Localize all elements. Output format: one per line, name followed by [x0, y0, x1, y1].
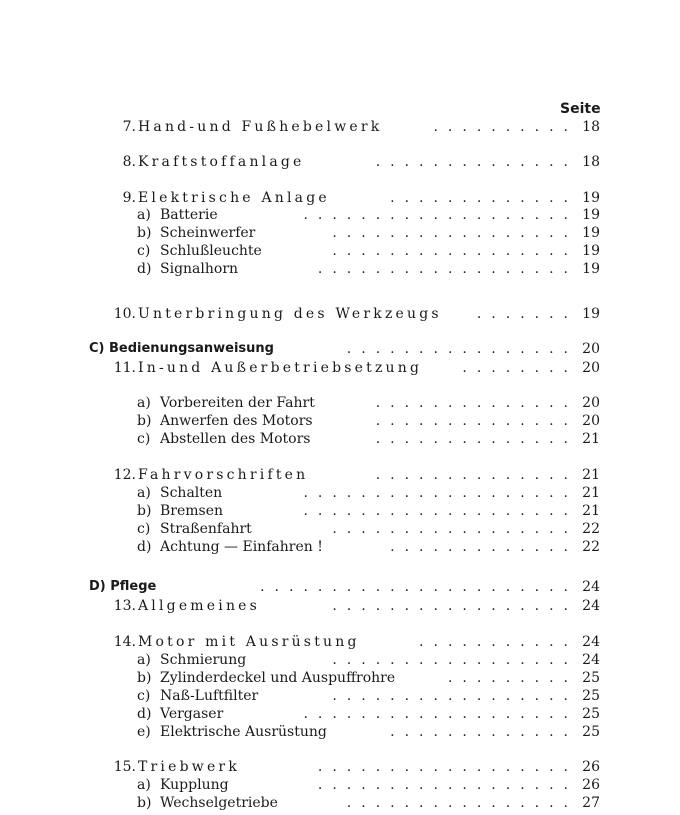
- page-number: 24: [582, 652, 600, 668]
- subsection-letter: d): [137, 261, 152, 277]
- subsection-title: Anwerfen des Motors: [160, 413, 313, 429]
- page-number: 22: [582, 539, 600, 555]
- dot-leader: ................: [346, 341, 578, 357]
- page-number: 20: [582, 360, 600, 376]
- chapter-heading: D) Pflege: [89, 579, 157, 594]
- section-title: Triebwerk: [138, 759, 240, 775]
- dot-leader: .............: [390, 539, 578, 555]
- page-number: 18: [582, 119, 600, 135]
- section-number: 10.: [113, 306, 136, 322]
- page-number: 24: [582, 598, 600, 614]
- section-number: 9.: [122, 190, 136, 206]
- dot-leader: ..............: [375, 154, 578, 170]
- subsection-title: Straßenfahrt: [160, 521, 252, 537]
- dot-leader: ...........: [419, 634, 578, 650]
- toc-entry: [0, 503, 680, 523]
- section-title: Unterbringung des Werkzeugs: [138, 306, 442, 322]
- subsection-title: Bremsen: [160, 503, 224, 519]
- page-number: 19: [582, 207, 600, 223]
- dot-leader: ......................: [260, 579, 578, 595]
- dot-leader: .................: [332, 243, 578, 259]
- page-number: 25: [582, 670, 600, 686]
- toc-entry: [0, 759, 680, 779]
- section-number: 14.: [113, 634, 136, 650]
- section-number: 15.: [113, 759, 136, 775]
- subsection-title: Schmierung: [160, 652, 247, 668]
- section-number: 12.: [113, 467, 136, 483]
- section-title: Motor mit Ausrüstung: [138, 634, 360, 650]
- subsection-title: Abstellen des Motors: [160, 431, 311, 447]
- toc-entry: [0, 243, 680, 263]
- dot-leader: ..............: [375, 395, 578, 411]
- page-number: 21: [582, 467, 600, 483]
- subsection-letter: b): [137, 795, 152, 811]
- dot-leader: ..............: [375, 413, 578, 429]
- dot-leader: .................: [332, 598, 578, 614]
- toc-entry: [0, 119, 680, 139]
- toc-entry: [0, 652, 680, 672]
- subsection-title: Signalhorn: [160, 261, 239, 277]
- subsection-title: Achtung — Einfahren !: [160, 539, 323, 555]
- subsection-letter: a): [137, 777, 151, 793]
- subsection-letter: c): [137, 431, 151, 447]
- toc-entry: [0, 261, 680, 281]
- toc-entry: [0, 795, 680, 815]
- toc-entry: [0, 360, 680, 380]
- section-title: Elektrische Anlage: [138, 190, 330, 206]
- section-title: Kraftstoffanlage: [138, 154, 305, 170]
- subsection-title: Vorbereiten der Fahrt: [160, 395, 315, 411]
- toc-entry: [0, 306, 680, 326]
- subsection-title: Scheinwerfer: [160, 225, 256, 241]
- section-number: 7.: [122, 119, 136, 135]
- dot-leader: ...................: [303, 503, 578, 519]
- page-number: 19: [582, 243, 600, 259]
- subsection-letter: b): [137, 225, 152, 241]
- section-number: 8.: [122, 154, 136, 170]
- subsection-letter: a): [137, 652, 151, 668]
- subsection-letter: d): [137, 706, 152, 722]
- toc-entry: [0, 724, 680, 744]
- dot-leader: .............: [390, 190, 578, 206]
- toc-entry: [0, 539, 680, 559]
- section-title: Hand-und Fußhebelwerk: [138, 119, 383, 135]
- toc-entry: [0, 777, 680, 797]
- dot-leader: .........: [447, 670, 578, 686]
- dot-leader: ..................: [317, 261, 578, 277]
- subsection-title: Zylinderdeckel und Auspuffrohre: [160, 670, 396, 686]
- toc-entry: [0, 154, 680, 174]
- subsection-letter: c): [137, 243, 151, 259]
- page-number: 20: [582, 413, 600, 429]
- page-number: 21: [582, 431, 600, 447]
- dot-leader: ..................: [317, 759, 578, 775]
- toc-entry: [0, 598, 680, 618]
- section-number: 13.: [113, 598, 136, 614]
- page-number: 19: [582, 190, 600, 206]
- section-title: Allgemeines: [138, 598, 261, 614]
- subsection-letter: b): [137, 670, 152, 686]
- page-number: 26: [582, 777, 600, 793]
- page-number: 25: [582, 688, 600, 704]
- toc-entry: [0, 634, 680, 654]
- dot-leader: .................: [332, 688, 578, 704]
- section-title: In-und Außerbetriebsetzung: [138, 360, 423, 376]
- subsection-title: Schlußleuchte: [160, 243, 262, 259]
- dot-leader: .................: [332, 521, 578, 537]
- dot-leader: .................: [332, 225, 578, 241]
- subsection-title: Wechselgetriebe: [160, 795, 278, 811]
- dot-leader: .................: [332, 652, 578, 668]
- toc-entry: [0, 207, 680, 227]
- dot-leader: ........: [462, 360, 578, 376]
- page-column-header: Seite: [560, 101, 601, 117]
- subsection-letter: c): [137, 521, 151, 537]
- dot-leader: .............: [390, 724, 578, 740]
- subsection-title: Naß-Luftfilter: [160, 688, 259, 704]
- toc-entry: [0, 467, 680, 487]
- dot-leader: .......: [476, 306, 578, 322]
- toc-entry: [0, 395, 680, 415]
- page-number: 20: [582, 395, 600, 411]
- subsection-letter: e): [137, 724, 151, 740]
- subsection-title: Elektrische Ausrüstung: [160, 724, 327, 740]
- page-number: 26: [582, 759, 600, 775]
- dot-leader: ...................: [303, 706, 578, 722]
- dot-leader: ...................: [303, 485, 578, 501]
- page-number: 19: [582, 306, 600, 322]
- toc-entry: [0, 706, 680, 726]
- subsection-letter: a): [137, 395, 151, 411]
- toc-entry: [0, 670, 680, 690]
- toc-entry: [0, 688, 680, 708]
- subsection-title: Batterie: [160, 207, 218, 223]
- section-title: Fahrvorschriften: [138, 467, 309, 483]
- page-number: 21: [582, 485, 600, 501]
- dot-leader: ..............: [375, 467, 578, 483]
- page-number: 22: [582, 521, 600, 537]
- subsection-letter: d): [137, 539, 152, 555]
- page-number: 18: [582, 154, 600, 170]
- toc-entry: [0, 225, 680, 245]
- page-number: 24: [582, 634, 600, 650]
- page-number: 21: [582, 503, 600, 519]
- section-number: 11.: [113, 360, 136, 376]
- dot-leader: ..................: [317, 777, 578, 793]
- subsection-letter: a): [137, 207, 151, 223]
- subsection-letter: b): [137, 503, 152, 519]
- toc-entry: [0, 579, 680, 599]
- toc-entry: [0, 485, 680, 505]
- subsection-letter: b): [137, 413, 152, 429]
- toc-entry: [0, 413, 680, 433]
- page-number: 20: [582, 341, 600, 357]
- page-number: 25: [582, 706, 600, 722]
- subsection-letter: a): [137, 485, 151, 501]
- subsection-letter: c): [137, 688, 151, 704]
- subsection-title: Vergaser: [160, 706, 224, 722]
- page-number: 19: [582, 261, 600, 277]
- page-number: 27: [582, 795, 600, 811]
- page-number: 19: [582, 225, 600, 241]
- subsection-title: Schalten: [160, 485, 223, 501]
- page-number: 24: [582, 579, 600, 595]
- chapter-heading: C) Bedienungsanweisung: [89, 341, 274, 356]
- dot-leader: ..............: [375, 431, 578, 447]
- dot-leader: ..........: [433, 119, 578, 135]
- toc-entry: [0, 341, 680, 361]
- page-number: 25: [582, 724, 600, 740]
- dot-leader: ................: [346, 795, 578, 811]
- subsection-title: Kupplung: [160, 777, 229, 793]
- dot-leader: ...................: [303, 207, 578, 223]
- toc-entry: [0, 431, 680, 451]
- toc-entry: [0, 521, 680, 541]
